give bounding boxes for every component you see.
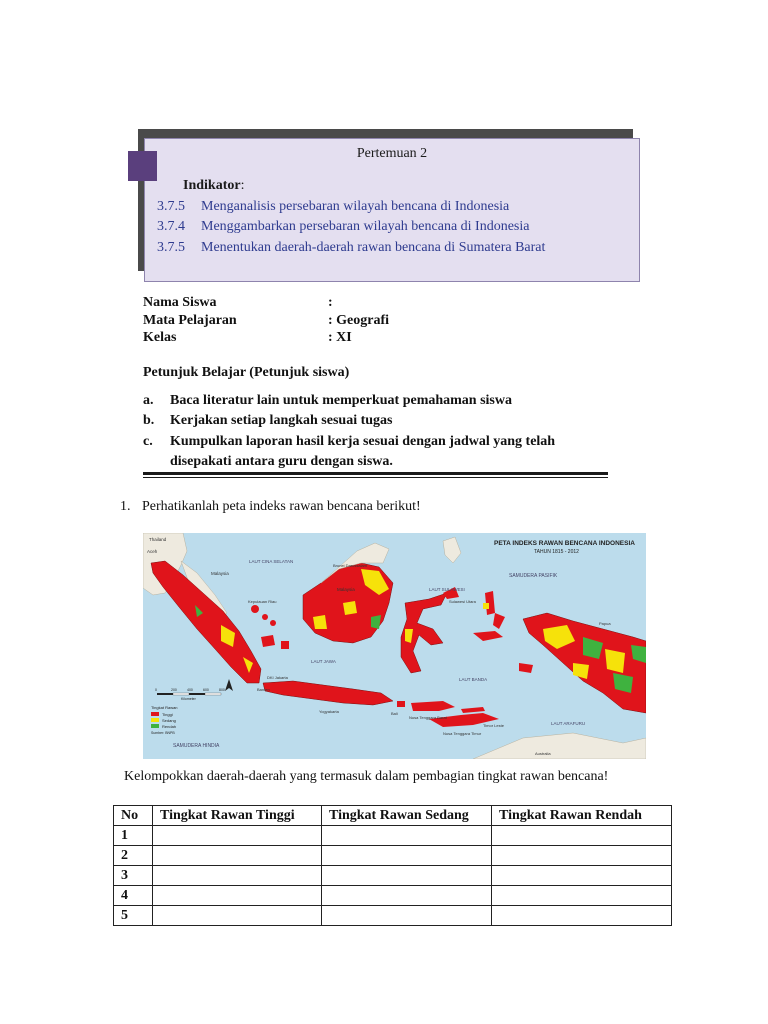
svg-text:Malaysia: Malaysia (337, 587, 355, 592)
subject-label: Mata Pelajaran (143, 313, 237, 328)
instruction-step: c. Kumpulkan laporan hasil kerja sesuai dengan jadwal yang telah (143, 434, 556, 449)
map-subtitle: TAHUN 1815 - 2012 (534, 549, 579, 555)
disaster-risk-map (143, 533, 646, 759)
svg-text:Papua: Papua (599, 621, 611, 626)
col-header-no: No (114, 806, 153, 826)
svg-text:Sulawesi Utara: Sulawesi Utara (449, 599, 476, 604)
meeting-title: Pertemuan 2 (356, 146, 428, 161)
svg-text:400: 400 (187, 688, 193, 692)
task-instruction: Kelompokkan daerah-daerah yang termasuk dalam pembagian tingkat rawan bencana! (124, 769, 609, 784)
divider-thin (143, 477, 608, 478)
indikator-label: Indikator: (183, 178, 245, 193)
cell-high[interactable] (153, 846, 322, 866)
row-number: 1 (114, 826, 153, 846)
legend-swatch-low (151, 724, 159, 728)
svg-text:Nusa Tenggara Barat: Nusa Tenggara Barat (409, 715, 447, 720)
svg-text:Australia: Australia (535, 751, 551, 756)
col-header-high: Tingkat Rawan Tinggi (153, 806, 322, 826)
class-label: Kelas (143, 330, 177, 345)
cell-medium[interactable] (322, 906, 492, 926)
table-row (114, 906, 672, 926)
row-number: 4 (114, 886, 153, 906)
svg-text:Banten: Banten (257, 687, 270, 692)
class-value: : XI (328, 330, 352, 345)
cell-high[interactable] (153, 886, 322, 906)
legend-swatch-medium (151, 718, 159, 722)
row-number: 5 (114, 906, 153, 926)
grouping-table (113, 805, 672, 926)
svg-text:Sedang: Sedang (162, 718, 176, 723)
divider-thick (143, 472, 608, 475)
instructions-title: Petunjuk Belajar (Petunjuk siswa) (143, 365, 350, 380)
cell-high[interactable] (153, 866, 322, 886)
table-row (114, 886, 672, 906)
svg-text:Kepulauan Riau: Kepulauan Riau (248, 599, 277, 604)
svg-text:200: 200 (171, 688, 177, 692)
col-header-medium: Tingkat Rawan Sedang (322, 806, 492, 826)
question-1: 1. Perhatikanlah peta indeks rawan bencana berikut! (120, 499, 421, 514)
table-row (114, 846, 672, 866)
svg-text:Nusa Tenggara Timur: Nusa Tenggara Timur (443, 731, 482, 736)
cell-medium[interactable] (322, 866, 492, 886)
svg-text:SAMUDERA PASIFIK: SAMUDERA PASIFIK (509, 573, 558, 579)
cell-medium[interactable] (322, 826, 492, 846)
svg-text:Rendah: Rendah (162, 724, 177, 729)
svg-text:LAUT ARAFURU: LAUT ARAFURU (551, 721, 586, 726)
svg-text:Sumber: BNPB: Sumber: BNPB (151, 731, 175, 735)
table-row (114, 826, 672, 846)
svg-text:SAMUDERA HINDIA: SAMUDERA HINDIA (173, 743, 220, 749)
svg-text:Brunei Darussalam: Brunei Darussalam (333, 563, 368, 568)
cell-low[interactable] (492, 906, 672, 926)
svg-text:Bali: Bali (391, 711, 398, 716)
svg-text:800: 800 (219, 688, 225, 692)
svg-text:Tinggi: Tinggi (162, 712, 173, 717)
table-row (114, 866, 672, 886)
map-title: PETA INDEKS RAWAN BENCANA INDONESIA (494, 540, 635, 547)
legend-swatch-high (151, 712, 159, 716)
svg-text:Thailand: Thailand (149, 537, 167, 542)
svg-text:Aceh: Aceh (147, 549, 158, 554)
cell-medium[interactable] (322, 846, 492, 866)
indikator-item: 3.7.5 Menganalisis persebaran wilayah bencana di Indonesia (157, 199, 510, 214)
cell-low[interactable] (492, 886, 672, 906)
svg-text:0: 0 (155, 688, 157, 692)
row-number: 2 (114, 846, 153, 866)
cell-high[interactable] (153, 826, 322, 846)
svg-text:Yogyakarta: Yogyakarta (319, 709, 339, 714)
cell-medium[interactable] (322, 886, 492, 906)
svg-text:Tingkat Rawan: Tingkat Rawan (151, 705, 178, 710)
svg-text:LAUT JAWA: LAUT JAWA (311, 659, 336, 664)
instruction-step: b. Kerjakan setiap langkah sesuai tugas (143, 413, 393, 428)
name-label: Nama Siswa (143, 295, 217, 310)
svg-text:Kilometer: Kilometer (181, 697, 196, 701)
svg-text:LAUT CINA SELATAN: LAUT CINA SELATAN (249, 559, 294, 564)
svg-text:DKI Jakarta: DKI Jakarta (267, 675, 288, 680)
svg-text:LAUT BANDA: LAUT BANDA (459, 677, 488, 682)
indikator-item: 3.7.4 Menggambarkan persebaran wilayah bencana di Indonesia (157, 219, 530, 234)
svg-text:Malaysia: Malaysia (211, 571, 229, 576)
cell-low[interactable] (492, 826, 672, 846)
svg-text:Timor Leste: Timor Leste (483, 723, 504, 728)
map-legend (151, 705, 178, 735)
svg-text:600: 600 (203, 688, 209, 692)
instruction-step: a. Baca literatur lain untuk memperkuat pemahaman siswa (143, 393, 512, 408)
col-header-low: Tingkat Rawan Rendah (492, 806, 672, 826)
subject-value: : Geografi (328, 313, 390, 328)
indikator-item: 3.7.5 Menentukan daerah-daerah rawan bencana di Sumatera Barat (157, 240, 546, 255)
name-value: : (328, 295, 333, 310)
table-header-row (114, 806, 672, 826)
instruction-step: disepakati antara guru dengan siswa. (170, 454, 393, 469)
cell-low[interactable] (492, 866, 672, 886)
svg-text:LAUT SULAWESI: LAUT SULAWESI (429, 587, 465, 592)
row-number: 3 (114, 866, 153, 886)
cell-low[interactable] (492, 846, 672, 866)
cell-high[interactable] (153, 906, 322, 926)
